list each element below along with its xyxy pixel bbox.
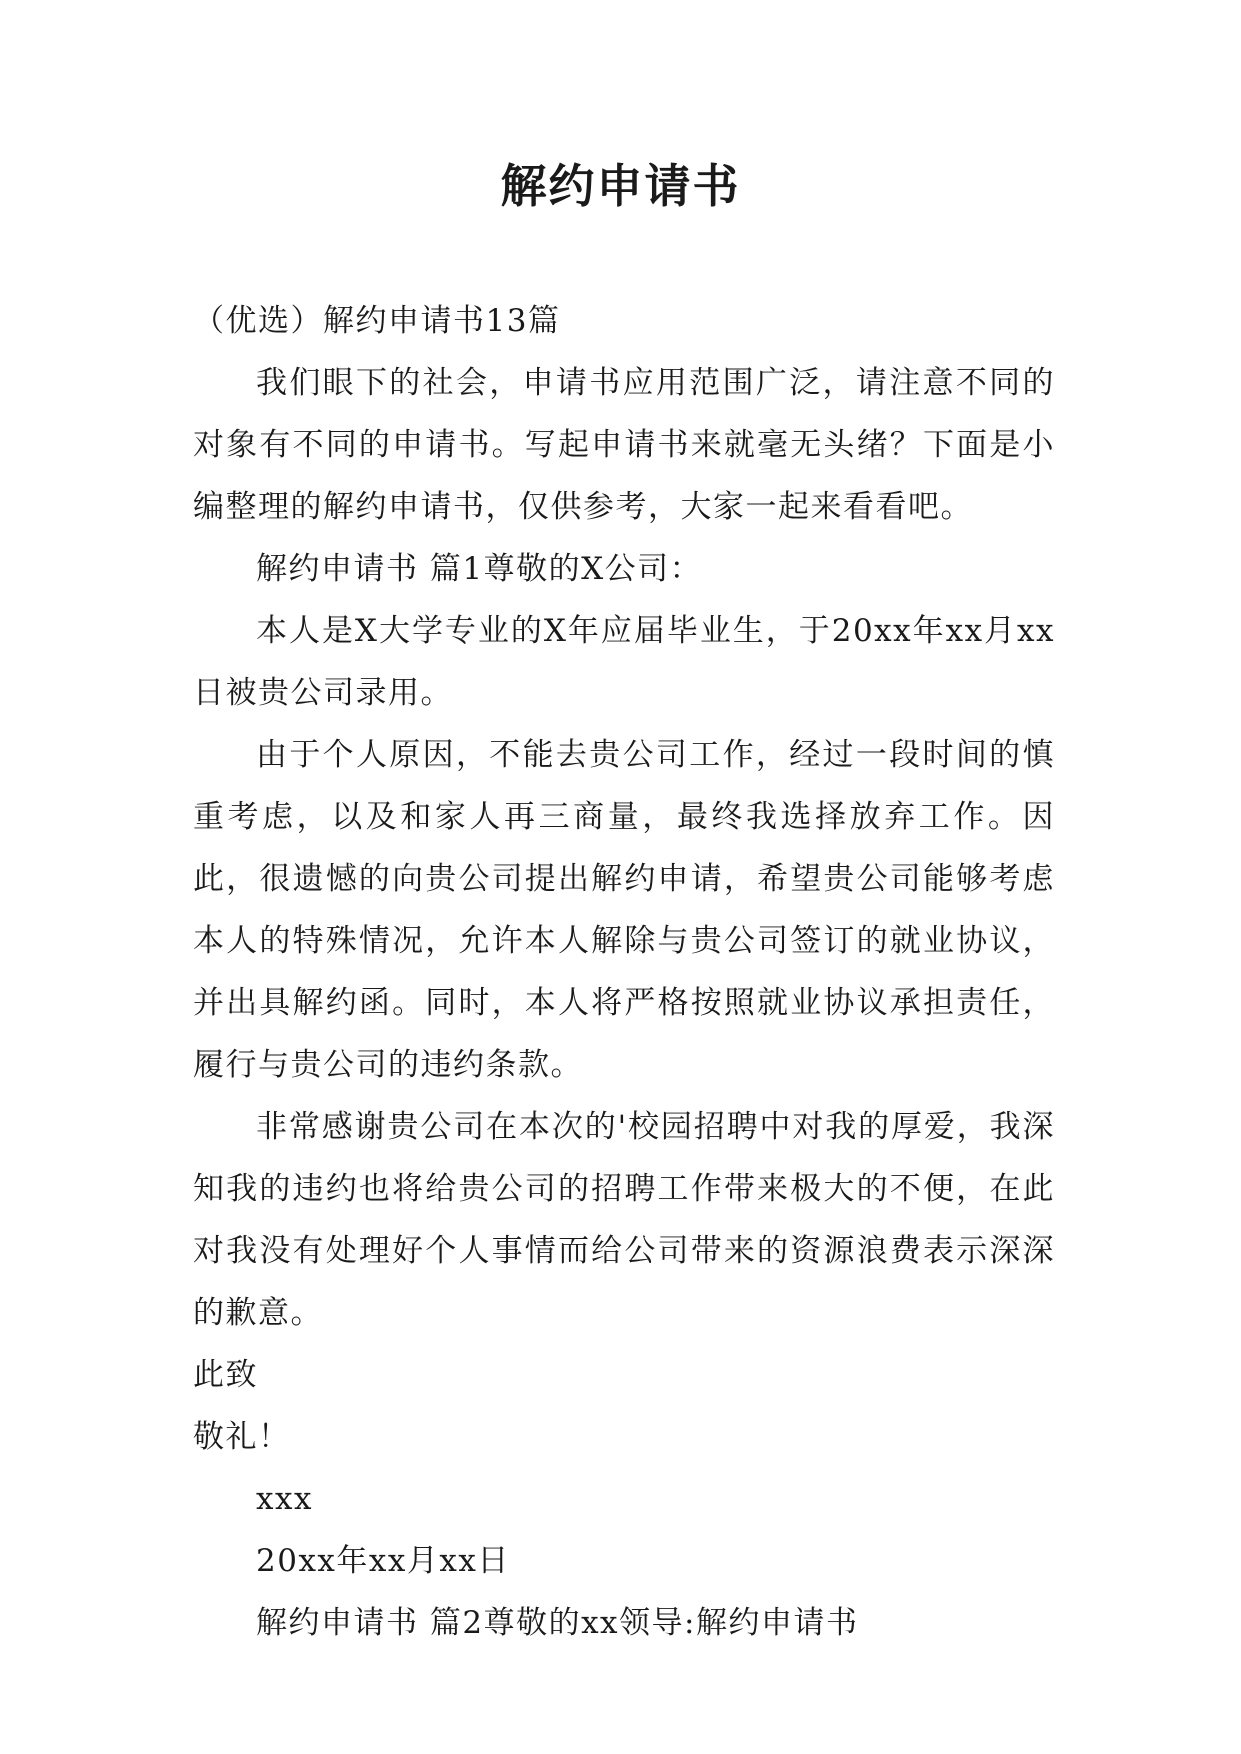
article1-paragraph-3: 非常感谢贵公司在本次的'校园招聘中对我的厚爱，我深知我的违约也将给贵公司的招聘工作带来极大的不便，在此对我没有处理好个人事情而给公司带来的资源浪费表示深深的歉意。 bbox=[193, 1109, 1055, 1331]
intro-paragraph: 我们眼下的社会，申请书应用范围广泛，请注意不同的对象有不同的申请书。写起申请书来就毫无头绪？下面是小编整理的解约申请书，仅供参考，大家一起来看看吧。 bbox=[193, 365, 1055, 525]
signature: xxx bbox=[256, 1481, 313, 1517]
article1-paragraph-1: 本人是X大学专业的X年应届毕业生，于20xx年xx月xx日被贵公司录用。 bbox=[193, 613, 1055, 711]
page-title: 解约申请书 bbox=[500, 159, 741, 213]
closing-salutation: 此致 bbox=[193, 1357, 258, 1393]
article1-paragraph-2: 由于个人原因，不能去贵公司工作，经过一段时间的慎重考虑，以及和家人再三商量，最终我选择放弃工作。因此，很遗憾的向贵公司提出解约申请，希望贵公司能够考虑本人的特殊情况，允许本人解除与贵公司签订的就业协议，并出具解约函。同时，本人将严格按照就业协议承担责任，履行与贵公司的违约条款。 bbox=[193, 737, 1055, 1083]
article2-heading: 解约申请书 篇2尊敬的xx领导:解约申请书 bbox=[256, 1605, 859, 1641]
date: 20xx年xx月xx日 bbox=[256, 1543, 510, 1579]
subtitle: （优选）解约申请书13篇 bbox=[193, 303, 561, 339]
document-body bbox=[193, 290, 1055, 1654]
article1-heading: 解约申请书 篇1尊敬的X公司： bbox=[256, 551, 703, 587]
closing-regards: 敬礼！ bbox=[193, 1419, 291, 1455]
